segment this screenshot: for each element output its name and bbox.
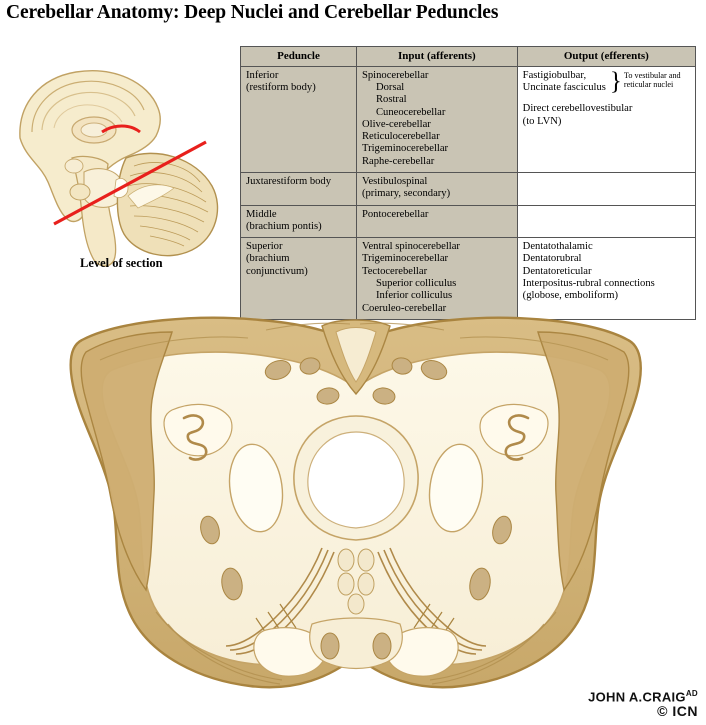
- signature-suffix: AD: [685, 688, 698, 698]
- cell-output-inferior: Fastigiobulbar, Uncinate fasciculus } To vestibular and reticular nuclei Direct cerebellovestibular (to LVN): [517, 66, 695, 172]
- table-row: [241, 66, 696, 172]
- peduncle-table: [240, 46, 696, 320]
- cell-output-superior: Dentatothalamic Dentatorubral Dentatoreticular Interpositus-rubral connections (globose, emboliform): [517, 238, 695, 320]
- cell-peduncle-inferior: Inferior (restiform body): [241, 66, 357, 172]
- braced-output-group: Fastigiobulbar, Uncinate fasciculus } To vestibular and reticular nuclei: [523, 70, 690, 95]
- artist-signature: [588, 689, 698, 719]
- cell-output-juxtarestiform: [517, 173, 695, 206]
- cell-input-inferior: Spinocerebellar Dorsal Rostral Cuneocerebellar Olive-cerebellar Reticulocerebellar Trigeminocerebellar Raphe-cerebellar: [356, 66, 517, 172]
- table-row: [241, 173, 696, 206]
- cell-output-middle: [517, 205, 695, 238]
- cell-peduncle-juxtarestiform: Juxtarestiform body: [241, 173, 357, 206]
- table-row: [241, 238, 696, 320]
- cell-peduncle-superior: Superior (brachium conjunctivum): [241, 238, 357, 320]
- spacer: [523, 94, 690, 103]
- table-header-input: Input (afferents): [356, 47, 517, 67]
- cerebellum-cross-section-illustration: [60, 312, 650, 702]
- signature-mark: © ICN: [657, 703, 698, 719]
- table-header-peduncle: Peduncle: [241, 47, 357, 67]
- cell-input-middle: Pontocerebellar: [356, 205, 517, 238]
- cell-input-juxtarestiform: Vestibulospinal (primary, secondary): [356, 173, 517, 206]
- table-header-output: Output (efferents): [517, 47, 695, 67]
- table-row: [241, 205, 696, 238]
- signature-name: JOHN $A.CRAIG^{AD}$: [588, 688, 698, 704]
- section-level-caption: Level of section: [80, 256, 163, 270]
- cell-input-superior: Ventral spinocerebellar Trigeminocerebellar Tectocerebellar Superior colliculus Inferior colliculus Coeruleo-cerebellar: [356, 238, 517, 320]
- curly-brace-icon: }: [609, 67, 622, 95]
- page-title: Cerebellar Anatomy: Deep Nuclei and Cerebellar Peduncles: [6, 2, 499, 23]
- table-header-row: [241, 47, 696, 67]
- sagittal-brain-figure: [10, 46, 235, 276]
- brace-note: To vestibular and reticular nuclei: [623, 70, 681, 89]
- cell-peduncle-middle: Middle (brachium pontis): [241, 205, 357, 238]
